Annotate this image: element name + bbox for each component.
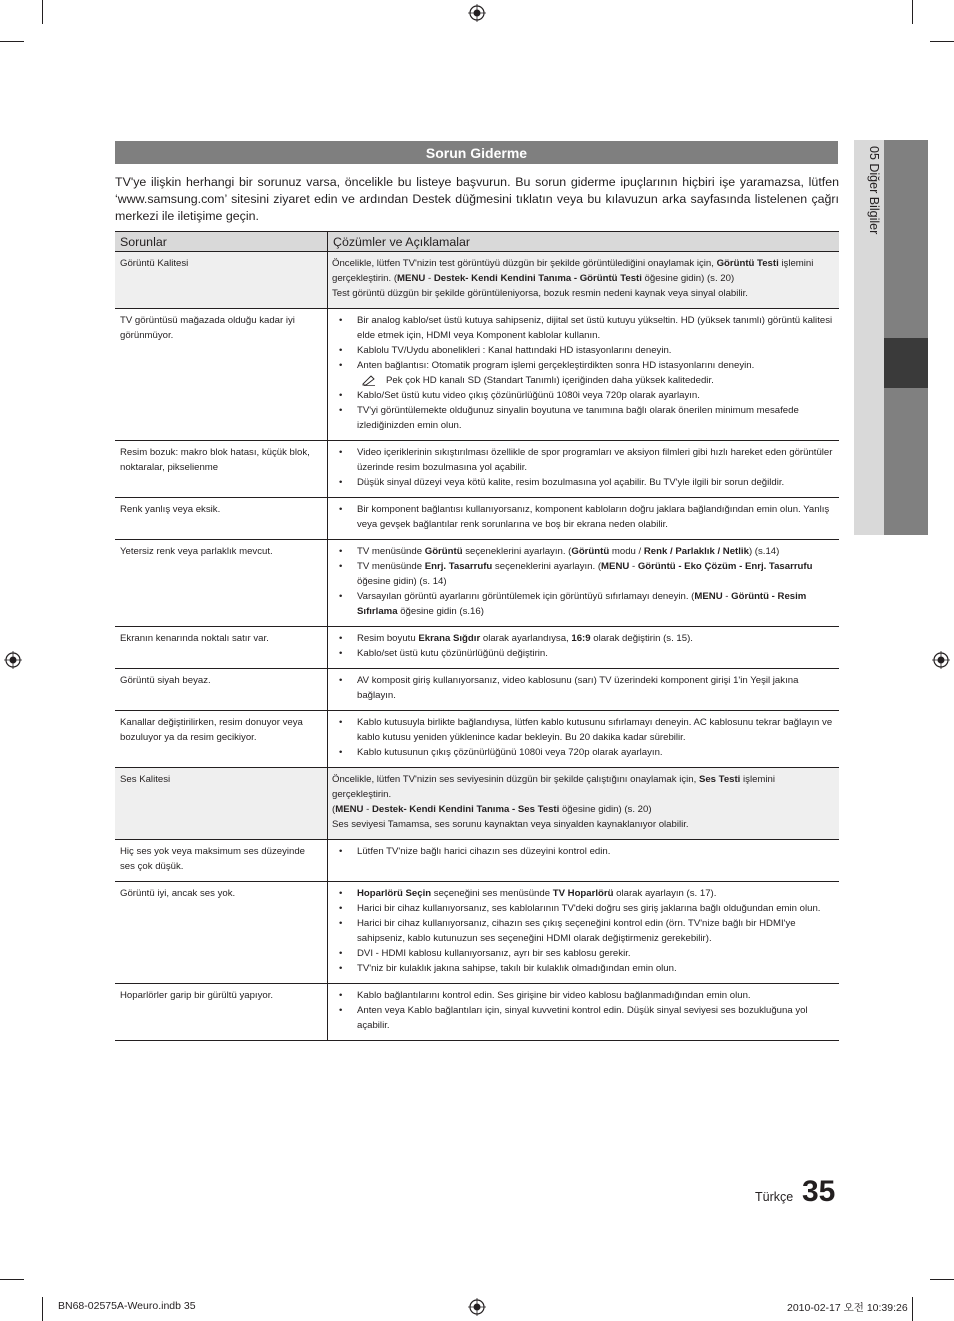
table-row: [115, 309, 839, 441]
problem-cell: Hoparlörler garip bir gürültü yapıyor.: [115, 984, 328, 1041]
note-item: Pek çok HD kanalı SD (Standart Tanımlı) içeriğinden daha yüksek kalitededir.: [332, 373, 834, 388]
solution-cell: [328, 627, 840, 669]
crop-mark: [930, 41, 954, 42]
section-title: Sorun Giderme: [115, 141, 838, 164]
solution-cell: [328, 540, 840, 627]
registration-mark-icon: [468, 1298, 486, 1316]
list-item: • Anten veya Kablo bağlantıları için, sinyal kuvvetini kontrol edin. Düşük sinyal seviyesi ses bozukluğuna yol açabilir.: [332, 1003, 834, 1033]
list-item: • Harici bir cihaz kullanıyorsanız, ses kablolarının TV'deki doğru ses giriş jaklarına bağlı olduğundan emin olun.: [332, 901, 834, 916]
solution-list: [332, 673, 834, 703]
list-item: • Bir komponent bağlantısı kullanıyorsanız, komponent kabloların doğru jaklara bağlandığından emin olun. Yanlış veya gevşek bağlantılar renk sorunlarına ve boş bir ekrana neden olabilir.: [332, 502, 834, 532]
list-item: • Lütfen TV'nize bağlı harici cihazın ses düzeyini kontrol edin.: [332, 844, 834, 859]
list-item: • Anten bağlantısı: Otomatik program işlemi gerçekleştirdikten sonra HD istasyonlarını deneyin.: [332, 358, 834, 373]
list-item: • Video içeriklerinin sıkıştırılması özellikle de spor programları ve aksiyon filmleri gibi hızlı hareket eden görüntüler üzerinde resim bozulmasına yol açabilir.: [332, 445, 834, 475]
list-item: • Kablo kutusuyla birlikte bağlandıysa, lütfen kablo kutusunu sıfırlamayı deneyin. AC kablosunu tekrar bağlayın ve kablo kutusu yeniden yüklenince kadar bekleyin. Bu 20 dakika kadar sürebilir.: [332, 715, 834, 745]
problem-cell: Kanallar değiştirilirken, resim donuyor veya bozuluyor ya da resim gecikiyor.: [115, 711, 328, 768]
problem-cell: TV görüntüsü mağazada olduğu kadar iyi görünmüyor.: [115, 309, 328, 441]
solution-list: [332, 988, 834, 1033]
column-header-solutions: Çözümler ve Açıklamalar: [328, 232, 840, 252]
crop-mark: [0, 1279, 24, 1280]
registration-mark-icon: [468, 4, 486, 22]
list-item: • Harici bir cihaz kullanıyorsanız, cihazın ses çıkış seçeneğini kontrol edin (örn. TV'nize bağlı bir HDMI'ye sahipseniz, kablo kutunuzun ses seçeneğini HDMI olarak değiştirmeniz gerekebilir).: [332, 916, 834, 946]
chapter-tab-marker: [884, 338, 928, 388]
problem-cell: Renk yanlış veya eksik.: [115, 498, 328, 540]
solution-cell: [328, 840, 840, 882]
problem-cell: Yetersiz renk veya parlaklık mevcut.: [115, 540, 328, 627]
solution-cell: [328, 711, 840, 768]
list-item: • Kablolu TV/Uydu abonelikleri : Kanal hattındaki HD istasyonlarını deneyin.: [332, 343, 834, 358]
problem-cell: Görüntü iyi, ancak ses yok.: [115, 882, 328, 984]
table-row: [115, 840, 839, 882]
problem-cell: Görüntü Kalitesi: [115, 252, 328, 309]
solution-list: [332, 844, 834, 859]
solution-cell: Öncelikle, lütfen TV'nizin ses seviyesinin düzgün bir şekilde çalıştığını onaylamak için, Ses Testi işlemini gerçekleştirin. (MENU - Destek- Kendi Kendini Tanıma - Ses Testi öğesine gidin) (s. 20) Ses seviyesi Tamamsa, ses sorunu kaynaktan veya sinyalden kaynaklanıyor olabilir.: [328, 768, 840, 840]
problem-cell: Hiç ses yok veya maksimum ses düzeyinde ses çok düşük.: [115, 840, 328, 882]
table-row: [115, 984, 839, 1041]
table-row: [115, 711, 839, 768]
crop-mark: [912, 0, 913, 24]
list-item: • Kablo bağlantılarını kontrol edin. Ses girişine bir video kablosu bağlanmadığından emin olun.: [332, 988, 834, 1003]
registration-mark-icon: [4, 651, 22, 669]
list-item: • DVI - HDMI kablosu kullanıyorsanız, ayrı bir ses kablosu gerekir.: [332, 946, 834, 961]
footer-timestamp: 2010-02-17 오전 10:39:26: [787, 1302, 908, 1314]
solution-cell: [328, 984, 840, 1041]
solution-list: [332, 715, 834, 760]
table-row: [115, 540, 839, 627]
page-language: Türkçe: [755, 1190, 794, 1204]
list-item: • TV'niz bir kulaklık jakına sahipse, takılı bir kulaklık olmadığından emin olun.: [332, 961, 834, 976]
list-item: • Hoparlörü Seçin seçeneğini ses menüsünde TV Hoparlörü olarak ayarlayın (s. 17).: [332, 886, 834, 901]
page-number: 35: [802, 1175, 836, 1208]
solution-list: [332, 502, 834, 532]
problem-cell: Resim bozuk: makro blok hatası, küçük blok, noktaralar, pikselienme: [115, 441, 328, 498]
list-item: • Kablo kutusunun çıkış çözünürlüğünü 1080i veya 720p olarak ayarlayın.: [332, 745, 834, 760]
crop-mark: [0, 41, 24, 42]
problem-cell: Ses Kalitesi: [115, 768, 328, 840]
solution-cell: Öncelikle, lütfen TV'nizin test görüntüyü düzgün bir şekilde görüntülediğini onaylamak için, Görüntü Testi işlemini gerçekleştirin. (MENU - Destek- Kendi Kendini Tanıma - Görüntü Testi öğesine gidin) (s. 20) Test görüntü düzgün bir şekilde görüntüleniyorsa, bozuk resmin nedeni kaynak veya sinyal olabilir.: [328, 252, 840, 309]
note-pencil-icon: [362, 375, 376, 386]
column-header-problems: Sorunlar: [115, 232, 328, 252]
table-row: [115, 768, 839, 840]
table-header-row: [115, 232, 839, 252]
list-item: • TV'yi görüntülemekte olduğunuz sinyalin boyutuna ve tanımına bağlı olarak önerilen minimum mesafede izlediğinizden emin olun.: [332, 403, 834, 433]
solution-list: [332, 544, 834, 619]
intro-paragraph: TV'ye ilişkin herhangi bir sorunuz varsa, öncelikle bu listeye başvurun. Bu sorun giderme ipuçlarının hiçbiri işe yaramazsa, lütfen ‘www.samsung.com’ sitesini ziyaret edin ve ardından Destek düğmesini tıklatın veya bu kılavuzun arka sayfasında listelenen çağrı merkezi ile iletişime geçin.: [115, 175, 839, 223]
table-row: [115, 882, 839, 984]
solution-list: [332, 445, 834, 490]
list-item: • Resim boyutu Ekrana Sığdır olarak ayarlandıysa, 16:9 olarak değiştirin (s. 15).: [332, 631, 834, 646]
list-item: • TV menüsünde Enrj. Tasarrufu seçeneklerini ayarlayın. (MENU - Görüntü - Eko Çözüm - Enrj. Tasarrufu öğesine gidin) (s. 14): [332, 559, 834, 589]
crop-mark: [912, 1297, 913, 1321]
registration-mark-icon: [932, 651, 950, 669]
solution-cell: [328, 669, 840, 711]
solution-list: [332, 886, 834, 976]
footer-file: BN68-02575A-Weuro.indb 35: [58, 1300, 196, 1312]
crop-mark: [930, 1279, 954, 1280]
solution-list: [332, 631, 834, 661]
list-item: • AV komposit giriş kullanıyorsanız, video kablosunu (sarı) TV üzerindeki komponent girişi 1'in Yeşil jakına bağlayın.: [332, 673, 834, 703]
table-row: [115, 441, 839, 498]
table-row: [115, 669, 839, 711]
solution-cell: [328, 441, 840, 498]
problem-cell: Ekranın kenarında noktalı satır var.: [115, 627, 328, 669]
list-item: • Düşük sinyal düzeyi veya kötü kalite, resim bozulmasına yol açabilir. Bu TV'yle ilgili bir sorun değildir.: [332, 475, 834, 490]
solution-list: [332, 313, 834, 433]
list-item: • Kablo/Set üstü kutu video çıkış çözünürlüğünü 1080i veya 720p olarak ayarlayın.: [332, 388, 834, 403]
list-item: • Bir analog kablo/set üstü kutuya sahipseniz, dijital set üstü kutuyu yükseltin. HD (yüksek tanımlı) görüntü kalitesi elde etmek için, HDMI veya Komponent kablolar kullanın.: [332, 313, 834, 343]
troubleshooting-table: [115, 231, 839, 1041]
list-item: • Kablo/set üstü kutu çözünürlüğünü değiştirin.: [332, 646, 834, 661]
crop-mark: [42, 1297, 43, 1321]
chapter-label: 05 Diğer Bilgiler: [867, 146, 881, 235]
problem-cell: Görüntü siyah beyaz.: [115, 669, 328, 711]
table-row: [115, 252, 839, 309]
solution-cell: [328, 882, 840, 984]
solution-cell: [328, 309, 840, 441]
list-item: • TV menüsünde Görüntü seçeneklerini ayarlayın. (Görüntü modu / Renk / Parlaklık / Netlik) (s.14): [332, 544, 834, 559]
crop-mark: [42, 0, 43, 24]
solution-cell: [328, 498, 840, 540]
list-item: • Varsayılan görüntü ayarlarını görüntülemek için görüntüyü sıfırlamayı deneyin. (MENU - Görüntü - Resim Sıfırlama öğesine gidin (s.16): [332, 589, 834, 619]
table-row: [115, 627, 839, 669]
table-row: [115, 498, 839, 540]
